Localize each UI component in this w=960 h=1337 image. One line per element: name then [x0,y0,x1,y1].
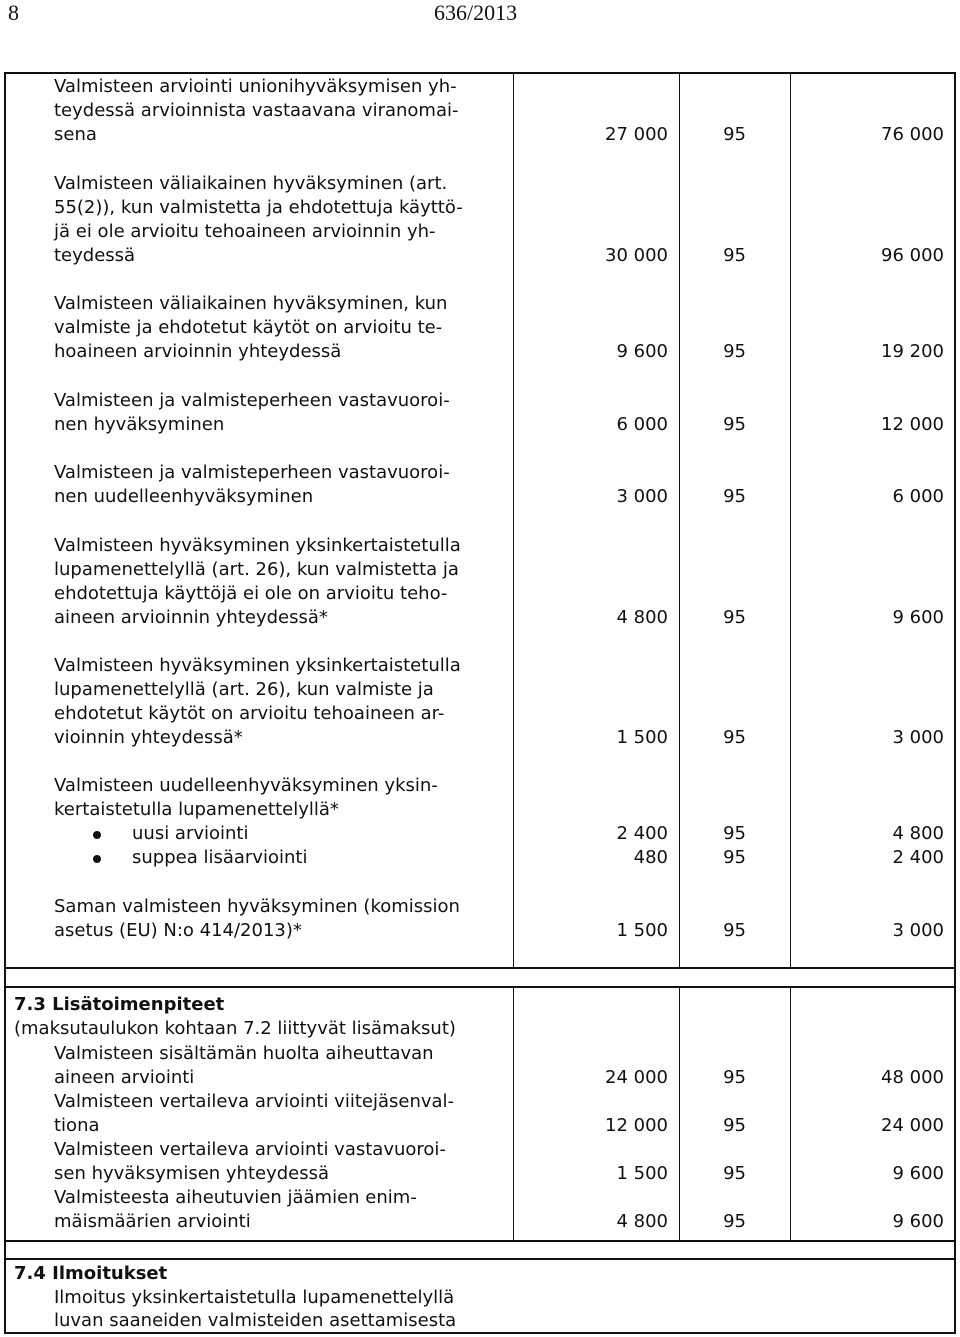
fee-value: 2 400 [616,823,668,844]
total-value: 9 600 [892,1211,944,1232]
row-label-line: Valmisteen väliaikainen hyväksyminen, kun [54,293,448,314]
fee-value: 1 500 [616,1163,668,1184]
fee-value: 9 600 [616,341,668,362]
total-value: 3 000 [892,920,944,941]
bullet-icon [93,831,101,839]
column-divider [513,73,514,968]
section-subheading: (maksutaulukon kohtaan 7.2 liittyvät lisämaksut) [14,1018,456,1039]
row-label-line: aineen arviointi [54,1067,195,1088]
row-label-line: luvan saaneiden valmisteiden asettamisesta [54,1310,457,1331]
row-label-line: Valmisteesta aiheutuvien jäämien enim- [54,1187,417,1208]
column-divider [679,987,680,1240]
row-label-line: Valmisteen arviointi unionihyväksymisen yh- [54,76,457,97]
row-label-line: uusi arviointi [132,823,249,844]
section-heading: 7.4 Ilmoitukset [14,1263,168,1284]
row-label-line: nen uudelleenhyväksyminen [54,486,314,507]
total-value: 19 200 [881,341,944,362]
fee-value: 27 000 [605,124,668,145]
total-value: 2 400 [892,847,944,868]
bullet-icon [93,855,101,863]
percentage-value: 95 [723,414,746,435]
percentage-value: 95 [723,486,746,507]
total-value: 48 000 [881,1067,944,1088]
fee-value: 1 500 [616,727,668,748]
row-label-line: Valmisteen uudelleenhyväksyminen yksin- [54,775,438,796]
section-divider [4,1258,956,1260]
fee-value: 24 000 [605,1067,668,1088]
percentage-value: 95 [723,124,746,145]
total-value: 24 000 [881,1115,944,1136]
total-value: 76 000 [881,124,944,145]
total-value: 96 000 [881,245,944,266]
row-label-line: suppea lisäarviointi [132,847,308,868]
total-value: 9 600 [892,607,944,628]
column-divider [679,73,680,968]
column-divider [790,987,791,1240]
fee-value: 6 000 [616,414,668,435]
percentage-value: 95 [723,727,746,748]
percentage-value: 95 [723,823,746,844]
row-label-line: valmiste ja ehdotetut käytöt on arvioitu te- [54,317,443,338]
row-label-line: jä ei ole arvioitu tehoaineen arvioinnin yh- [54,221,436,242]
row-label-line: sena [54,124,97,145]
total-value: 9 600 [892,1163,944,1184]
row-label-line: teydessä [54,245,136,266]
row-label-line: Valmisteen sisältämän huolta aiheuttavan [54,1043,434,1064]
percentage-value: 95 [723,1115,746,1136]
total-value: 3 000 [892,727,944,748]
page-header [0,0,960,30]
fee-value: 480 [633,847,668,868]
row-label-line: nen hyväksyminen [54,414,225,435]
percentage-value: 95 [723,341,746,362]
percentage-value: 95 [723,920,746,941]
fee-value: 4 800 [616,607,668,628]
page-number: 8 [8,0,19,25]
row-label-line: Valmisteen hyväksyminen yksinkertaistetulla [54,655,461,676]
row-label-line: Valmisteen väliaikainen hyväksyminen (art. [54,173,448,194]
row-label-line: Valmisteen vertaileva arviointi vastavuoroi- [54,1139,446,1160]
percentage-value: 95 [723,1067,746,1088]
document-number: 636/2013 [434,0,518,25]
section-divider [4,986,956,988]
total-value: 12 000 [881,414,944,435]
row-label-line: Valmisteen vertaileva arviointi viitejäsenval- [54,1091,455,1112]
row-label-line: ehdotetut käytöt on arvioitu tehoaineen ar- [54,703,445,724]
row-label-line: hoaineen arvioinnin yhteydessä [54,341,342,362]
row-label-line: Valmisteen ja valmisteperheen vastavuoroi- [54,390,450,411]
row-label-line: sen hyväksymisen yhteydessä [54,1163,330,1184]
row-label-line: kertaistetulla lupamenettelyllä* [54,799,339,820]
row-label-line: lupamenettelyllä (art. 26), kun valmiste ja [54,679,434,700]
total-value: 6 000 [892,486,944,507]
section-divider [4,967,956,969]
percentage-value: 95 [723,847,746,868]
percentage-value: 95 [723,245,746,266]
row-label-line: vioinnin yhteydessä* [54,727,243,748]
row-label-line: Valmisteen ja valmisteperheen vastavuoroi- [54,462,450,483]
section-heading: 7.3 Lisätoimenpiteet [14,994,225,1015]
row-label-line: asetus (EU) N:o 414/2013)* [54,920,302,941]
row-label-line: ehdotettuja käyttöjä ei ole on arvioitu teho- [54,583,448,604]
row-label-line: Valmisteen hyväksyminen yksinkertaistetulla [54,535,461,556]
row-label-line: Ilmoitus yksinkertaistetulla lupamenettelyllä [54,1287,455,1308]
row-label-line: mäismäärien arviointi [54,1211,251,1232]
row-label-line: 55(2)), kun valmistetta ja ehdotettuja käyttö- [54,197,463,218]
row-label-line: lupamenettelyllä (art. 26), kun valmistetta ja [54,559,459,580]
percentage-value: 95 [723,1163,746,1184]
section-divider [4,1240,956,1242]
fee-value: 1 500 [616,920,668,941]
row-label-line: teydessä arvioinnista vastaavana viranomai- [54,100,459,121]
column-divider [513,987,514,1240]
fee-value: 4 800 [616,1211,668,1232]
column-divider [790,73,791,968]
fee-value: 3 000 [616,486,668,507]
row-label-line: tiona [54,1115,100,1136]
percentage-value: 95 [723,607,746,628]
fee-value: 12 000 [605,1115,668,1136]
percentage-value: 95 [723,1211,746,1232]
total-value: 4 800 [892,823,944,844]
row-label-line: aineen arvioinnin yhteydessä* [54,607,328,628]
fee-value: 30 000 [605,245,668,266]
row-label-line: Saman valmisteen hyväksyminen (komission [54,896,460,917]
